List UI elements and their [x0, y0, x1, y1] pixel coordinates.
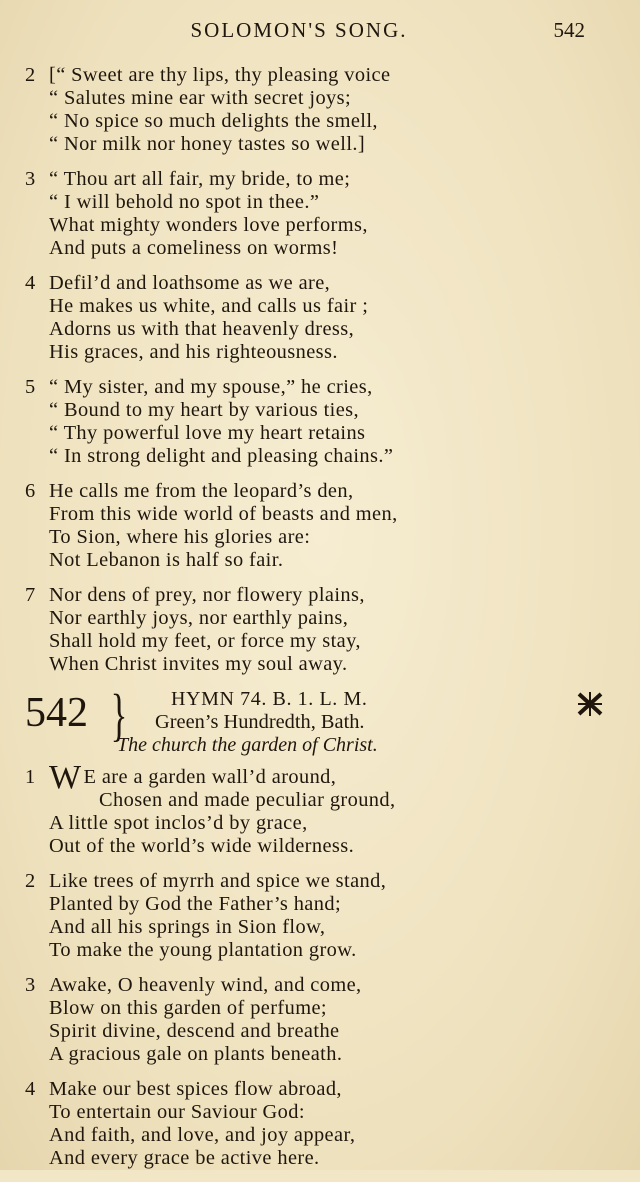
- hymn-text: [25, 64, 605, 1182]
- stanza: [25, 759, 605, 858]
- stanza: [25, 870, 605, 962]
- stanza-number: 6: [25, 480, 36, 502]
- stanza-line: [25, 1043, 605, 1066]
- line-text: And all his springs in Sion flow,: [49, 916, 326, 938]
- stanza-line: [25, 64, 605, 87]
- stanza-line: [25, 1020, 605, 1043]
- stanza-line: [25, 759, 605, 796]
- page-title: SOLOMON'S SONG.: [190, 18, 408, 42]
- stanza-line: [25, 376, 605, 399]
- line-text: His graces, and his righteousness.: [49, 341, 338, 363]
- stanza-line: [25, 607, 605, 630]
- stanza-line: [25, 341, 605, 364]
- stanza-line: [25, 1124, 605, 1147]
- stanza-number: 3: [25, 168, 36, 190]
- stanza-line: [25, 480, 605, 503]
- line-text: He calls me from the leopard’s den,: [49, 480, 354, 502]
- line-text: Like trees of myrrh and spice we stand,: [49, 870, 387, 892]
- line-text: From this wide world of beasts and men,: [49, 503, 398, 525]
- stanza-line: [25, 939, 605, 962]
- running-head: [0, 18, 640, 48]
- line-text: “ No spice so much delights the smell,: [49, 110, 378, 132]
- line-text: He makes us white, and calls us fair ;: [49, 295, 369, 317]
- line-text: “ Bound to my heart by various ties,: [49, 399, 360, 421]
- line-text: “ Thou art all fair, my bride, to me;: [49, 168, 351, 190]
- page-number: 542: [553, 18, 585, 42]
- line-text: Adorns us with that heavenly dress,: [49, 318, 355, 340]
- line-text: Spirit divine, descend and breathe: [49, 1020, 340, 1042]
- line-text: [“ Sweet are thy lips, thy pleasing voice: [49, 64, 391, 86]
- line-text: “ In strong delight and pleasing chains.”: [49, 445, 394, 467]
- hymn-number: 542: [25, 690, 88, 736]
- line-text: Nor earthly joys, nor earthly pains,: [49, 607, 349, 629]
- line-text: Awake, O heavenly wind, and come,: [49, 974, 362, 996]
- hymn-stanzas: [25, 870, 605, 1170]
- stanza-line: [25, 295, 605, 318]
- line-text: “ My sister, and my spouse,” he cries,: [49, 376, 373, 398]
- stanza-line: [25, 974, 605, 997]
- stanza-line: [25, 191, 605, 214]
- stanza-line: [25, 870, 605, 893]
- stanza-line: [25, 445, 605, 468]
- stanza-line: [25, 133, 605, 156]
- stanza-number: 2: [25, 64, 36, 86]
- stanza: [25, 64, 605, 156]
- line-text: And every grace be active here.: [49, 1147, 320, 1169]
- hymn-subject: The church the garden of Christ.: [117, 734, 378, 756]
- stanza-line: [25, 916, 605, 939]
- stanza-line: [25, 1078, 605, 1101]
- stanza-line: [25, 110, 605, 133]
- stanza: [25, 1078, 605, 1170]
- stanza: [25, 480, 605, 572]
- stanza: [25, 974, 605, 1066]
- stanza-line: [25, 835, 605, 858]
- stanza: [25, 584, 605, 676]
- line-text: What mighty wonders love performs,: [49, 214, 368, 236]
- line-text: “ Thy powerful love my heart retains: [49, 422, 366, 444]
- line-text: Blow on this garden of perfume;: [49, 997, 327, 1019]
- stanza-line: [25, 318, 605, 341]
- line-text: And faith, and love, and joy appear,: [49, 1124, 356, 1146]
- line-text: Make our best spices flow abroad,: [49, 1078, 342, 1100]
- hymn-tune: Green’s Hundredth, Bath.: [155, 711, 365, 733]
- stanza: [25, 376, 605, 468]
- stanza-line: [25, 526, 605, 549]
- line-text: To entertain our Saviour God:: [49, 1101, 305, 1123]
- line-text: Out of the world’s wide wilderness.: [49, 835, 355, 857]
- line-text: Defil’d and loathsome as we are,: [49, 272, 331, 294]
- line-text: Shall hold my feet, or force my stay,: [49, 630, 361, 652]
- stanza-line: [25, 1147, 605, 1170]
- stanza-number: 4: [25, 1078, 36, 1100]
- stanza-line: [25, 399, 605, 422]
- line-text: To make the young plantation grow.: [49, 939, 357, 961]
- stanza-line: [25, 214, 605, 237]
- line-text: Planted by God the Father’s hand;: [49, 893, 342, 915]
- line-text: “ Salutes mine ear with secret joys;: [49, 87, 352, 109]
- previous-hymn-stanzas: [25, 64, 605, 676]
- stanza-number: 2: [25, 870, 36, 892]
- stanza-line: [25, 272, 605, 295]
- stanza: [25, 168, 605, 260]
- line-text: A gracious gale on plants beneath.: [49, 1043, 343, 1065]
- stanza-line: [25, 997, 605, 1020]
- stanza-line: [25, 237, 605, 260]
- stanza-number: 1: [25, 766, 36, 788]
- stanza-line: [25, 789, 605, 812]
- stanza-line: [25, 422, 605, 445]
- hymn-heading: [25, 682, 605, 766]
- stanza-number: 7: [25, 584, 36, 606]
- brace: }: [110, 682, 128, 747]
- hymn-title: HYMN 74. B. 1. L. M.: [171, 688, 368, 710]
- stanza-line: [25, 893, 605, 916]
- stanza-line: [25, 87, 605, 110]
- stanza-line: [25, 630, 605, 653]
- drop-cap: W: [49, 759, 82, 796]
- line-text: When Christ invites my soul away.: [49, 653, 348, 675]
- line-text: Not Lebanon is half so fair.: [49, 549, 284, 571]
- line-text: A little spot inclos’d by grace,: [49, 812, 308, 834]
- stanza-line: [25, 168, 605, 191]
- line-text: E are a garden wall’d around,: [83, 766, 337, 788]
- stanza: [25, 272, 605, 364]
- line-text: “ I will behold no spot in thee.”: [49, 191, 320, 213]
- line-text: To Sion, where his glories are:: [49, 526, 311, 548]
- stanza-number: 5: [25, 376, 36, 398]
- stanza-line: [25, 584, 605, 607]
- stanza-line: [25, 653, 605, 676]
- cross-ornament-icon: [575, 690, 605, 718]
- stanza-number: 4: [25, 272, 36, 294]
- stanza-line: [25, 1101, 605, 1124]
- line-text: And puts a comeliness on worms!: [49, 237, 339, 259]
- stanza-line: [25, 503, 605, 526]
- line-text: Nor dens of prey, nor flowery plains,: [49, 584, 365, 606]
- stanza-line: [25, 812, 605, 835]
- stanza-number: 3: [25, 974, 36, 996]
- line-text: Chosen and made peculiar ground,: [99, 789, 396, 811]
- line-text: “ Nor milk nor honey tastes so well.]: [49, 133, 366, 155]
- stanza-line: [25, 549, 605, 572]
